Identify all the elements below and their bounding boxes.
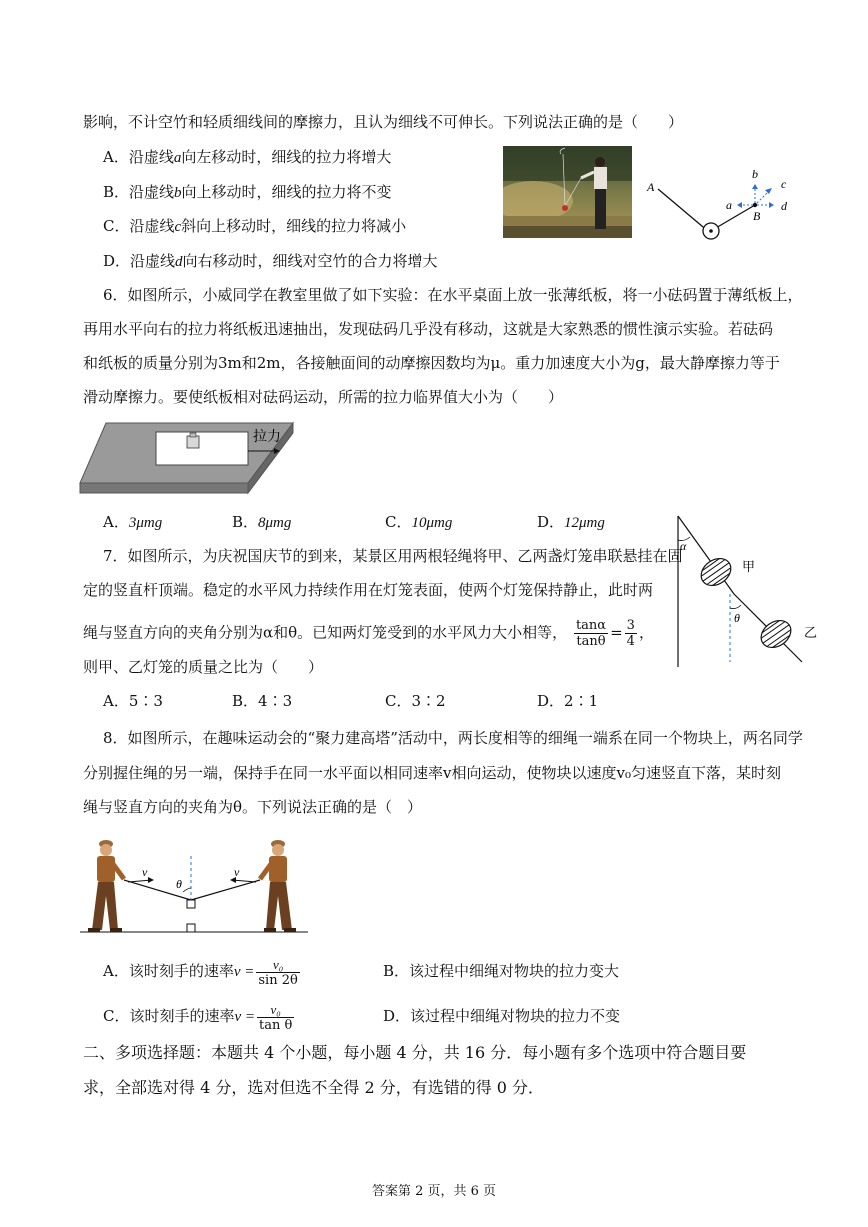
q8-line-1: 8．如图所示，在趣味运动会的“聚力建高塔”活动中，两长度相等的细绳一端系在同一个物块上，两名同学 bbox=[103, 729, 803, 747]
q8-option-b[interactable]: B．该过程中细绳对物块的拉力变大 bbox=[383, 962, 620, 980]
q5-rope-diagram bbox=[645, 160, 805, 245]
q6-option-a[interactable]: A．3μmg bbox=[103, 513, 163, 531]
left-person bbox=[88, 840, 124, 932]
diabolo-photo bbox=[503, 146, 632, 238]
label-c: c bbox=[781, 177, 787, 191]
q6-line-1: 6．如图所示，小威同学在教室里做了如下实验：在水平桌面上放一张薄纸板，将一小砝码置于薄纸板上， bbox=[103, 286, 803, 304]
section2-line-1: 二、多项选择题：本题共 4 个小题，每小题 4 分，共 16 分．每小题有多个选项中符合题目要 bbox=[83, 1043, 747, 1062]
v-right-label: v bbox=[234, 865, 240, 879]
q5-option-b[interactable]: B．沿虚线b向上移动时，细线的拉力将不变 bbox=[103, 183, 392, 201]
label-A: A bbox=[647, 180, 655, 194]
q6-line-3: 和纸板的质量分别为3m和2m，各接触面间的动摩擦因数均为μ。重力加速度大小为g，最大静摩擦力等于 bbox=[83, 354, 780, 372]
q8-option-d[interactable]: D．该过程中细绳对物块的拉力不变 bbox=[383, 1007, 621, 1025]
q8-tower-diagram bbox=[80, 836, 310, 936]
q6-desk-diagram bbox=[78, 418, 298, 498]
ratio-value-fraction: $\frac{3}{4}$ bbox=[626, 618, 635, 649]
q8-a-fraction: $\frac{\text{v₀}}{\sin 2\theta}$ bbox=[258, 956, 298, 988]
q5-option-c[interactable]: C．沿虚线c斜向上移动时，细线的拉力将减小 bbox=[103, 217, 407, 235]
q7-option-b[interactable]: B．4∶3 bbox=[232, 692, 293, 710]
q6-option-b[interactable]: B．8μmg bbox=[232, 513, 292, 531]
q8-line-3: 绳与竖直方向的夹角为θ。下列说法正确的是（ ） bbox=[83, 798, 423, 816]
q8-option-a[interactable]: A．该时刻手的速率v = $\frac{\text{v₀}}{\sin 2\theta}$ bbox=[103, 956, 298, 988]
q7-lantern-diagram bbox=[670, 512, 820, 672]
label-b: b bbox=[752, 167, 758, 181]
alpha-label: α bbox=[680, 539, 687, 553]
tan-ratio-fraction: $\frac{\tan\alpha}{\tan\theta}$ bbox=[575, 618, 607, 649]
v-left-label: v bbox=[142, 865, 148, 879]
right-person bbox=[260, 840, 296, 932]
q7-option-d[interactable]: D．2∶1 bbox=[537, 692, 599, 710]
q8-line-2: 分别握住绳的另一端，保持手在同一水平面以相同速率v相向运动，使物块以速度v₀匀速竖直下落，某时刻 bbox=[83, 764, 781, 782]
q5-option-a[interactable]: A．沿虚线a向左移动时，细线的拉力将增大 bbox=[103, 148, 392, 166]
q7-line-3: 绳与竖直方向的夹角分别为α和θ。已知两灯笼受到的水平风力大小相等， $\frac{\tan\alpha}{\tan\theta}$ = $\frac{3}{4}$ ， bbox=[83, 618, 654, 649]
q8-option-c[interactable]: C．该时刻手的速率v = $\frac{\text{v₀}}{\text{tan θ}}$ bbox=[103, 1001, 293, 1033]
page-footer: 答案第 2 页，共 6 页 bbox=[371, 1184, 497, 1199]
lantern-yi-label: 乙 bbox=[804, 625, 818, 640]
label-d: d bbox=[781, 199, 787, 213]
lantern-jia-label: 甲 bbox=[742, 559, 756, 574]
q7-option-c[interactable]: C．3∶2 bbox=[385, 692, 446, 710]
q6-line-4: 滑动摩擦力。要使纸板相对砝码运动，所需的拉力临界值大小为（ ） bbox=[83, 388, 564, 406]
q7-line-1: 7．如图所示，为庆祝国庆节的到来，某景区用两根轻绳将甲、乙两盏灯笼串联悬挂在固 bbox=[103, 547, 683, 565]
q6-option-c[interactable]: C．10μmg bbox=[385, 513, 453, 531]
q5-option-d[interactable]: D．沿虚线d向右移动时，细线对空竹的合力将增大 bbox=[103, 252, 438, 270]
q6-option-d[interactable]: D．12μmg bbox=[537, 513, 605, 531]
label-B: B bbox=[753, 209, 761, 223]
section2-line-2: 求，全部选对得 4 分，选对但选不全得 2 分，有选错的得 0 分． bbox=[83, 1078, 545, 1097]
q5-stem-tail: 影响，不计空竹和轻质细线间的摩擦力，且认为细线不可伸长。下列说法正确的是（ ） bbox=[83, 113, 684, 131]
pull-force-label: 拉力 bbox=[253, 430, 281, 445]
q6-line-2: 再用水平向右的拉力将纸板迅速抽出，发现砝码几乎没有移动，这就是大家熟悉的惯性演示实验。若砝码 bbox=[83, 320, 774, 338]
q8-c-fraction: $\frac{\text{v₀}}{\text{tan θ}}$ bbox=[259, 1001, 293, 1033]
theta-label: θ bbox=[176, 877, 182, 891]
q7-line-4: 则甲、乙灯笼的质量之比为（ ） bbox=[83, 658, 324, 676]
q7-line-2: 定的竖直杆顶端。稳定的水平风力持续作用在灯笼表面，使两个灯笼保持静止，此时两 bbox=[83, 581, 654, 599]
q7-option-a[interactable]: A．5∶3 bbox=[103, 692, 163, 710]
label-a: a bbox=[726, 198, 732, 212]
theta-label: θ bbox=[734, 611, 740, 625]
